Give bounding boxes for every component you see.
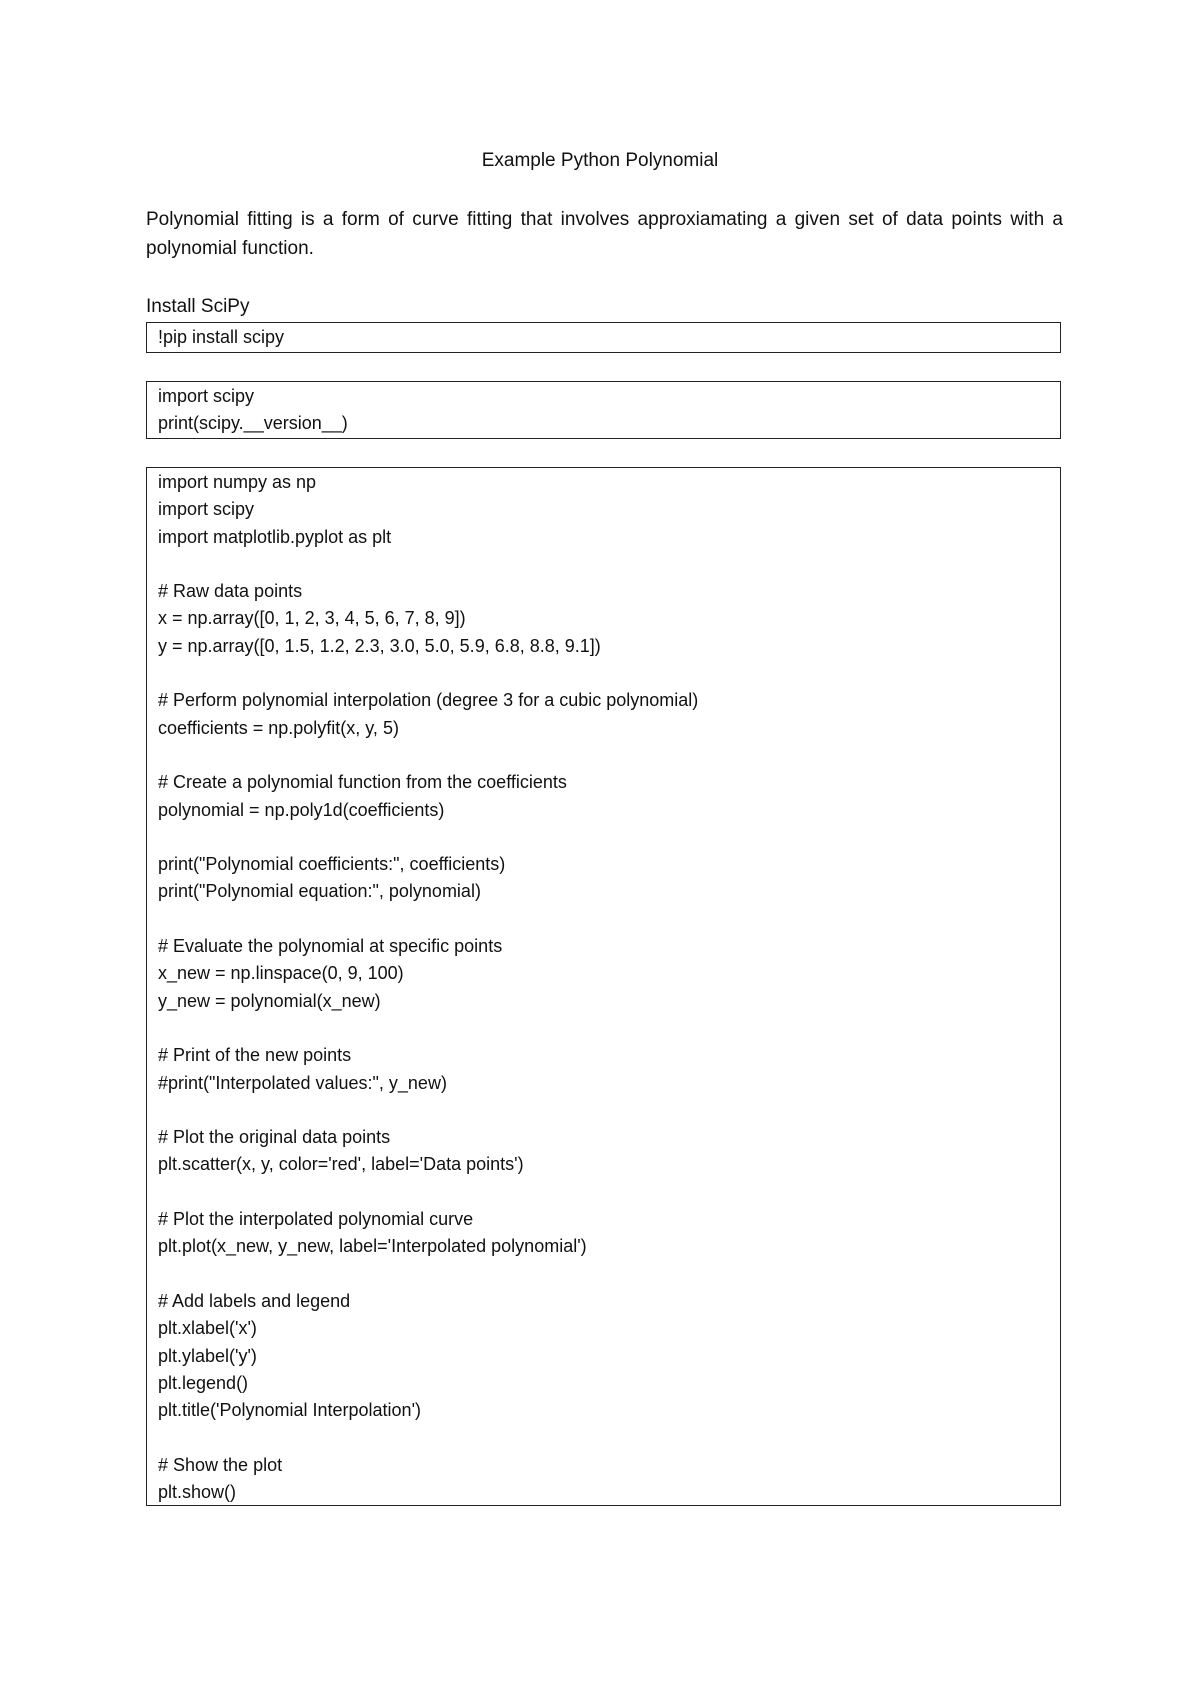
code-line: print("Polynomial equation:", polynomial) bbox=[158, 881, 481, 902]
code-line: import scipy bbox=[158, 499, 255, 520]
code-line: # Plot the interpolated polynomial curve bbox=[158, 1209, 474, 1230]
code-line bbox=[158, 660, 1052, 687]
code-line bbox=[158, 551, 1052, 578]
code-line: import numpy as np bbox=[158, 472, 317, 492]
code-line bbox=[158, 824, 1052, 851]
install-label: Install SciPy bbox=[146, 296, 250, 317]
code-line: x = np.array([0, 1, 2, 3, 4, 5, 6, 7, 8, 9]) bbox=[158, 608, 466, 629]
code-line: # Show the plot bbox=[158, 1454, 283, 1475]
code-line: # Plot the original data points bbox=[158, 1127, 391, 1148]
code-line: # Raw data points bbox=[158, 581, 303, 602]
code-line bbox=[158, 1261, 1052, 1288]
code-line: plt.scatter(x, y, color='red', label='Data points') bbox=[158, 1154, 524, 1175]
code-line: plt.plot(x_new, y_new, label='Interpolated polynomial') bbox=[158, 1236, 587, 1257]
code-line: !pip install scipy bbox=[158, 327, 285, 347]
code-line: plt.legend() bbox=[158, 1372, 249, 1393]
code-line: polynomial = np.poly1d(coefficients) bbox=[158, 799, 445, 820]
code-line bbox=[158, 1097, 1052, 1124]
code-line bbox=[158, 906, 1052, 933]
code-line bbox=[158, 742, 1052, 769]
code-line: print("Polynomial coefficients:", coefficients) bbox=[158, 854, 506, 875]
code-block-install bbox=[146, 322, 1061, 353]
code-line: # Evaluate the polynomial at specific points bbox=[158, 936, 503, 957]
code-line: coefficients = np.polyfit(x, y, 5) bbox=[158, 717, 399, 738]
code-line: plt.ylabel('y') bbox=[158, 1345, 257, 1366]
code-line: print(scipy.__version__) bbox=[158, 413, 348, 434]
code-line: plt.xlabel('x') bbox=[158, 1318, 257, 1339]
code-line: # Create a polynomial function from the coefficients bbox=[158, 772, 567, 793]
code-line: plt.title('Polynomial Interpolation') bbox=[158, 1400, 421, 1421]
code-line bbox=[158, 1015, 1052, 1042]
code-line: import matplotlib.pyplot as plt bbox=[158, 526, 392, 547]
code-line: y = np.array([0, 1.5, 1.2, 2.3, 3.0, 5.0, 5.9, 6.8, 8.8, 9.1]) bbox=[158, 635, 601, 656]
code-line bbox=[158, 1179, 1052, 1206]
code-line: x_new = np.linspace(0, 9, 100) bbox=[158, 963, 404, 984]
code-line: # Perform polynomial interpolation (degree 3 for a cubic polynomial) bbox=[158, 690, 699, 711]
code-line: import scipy bbox=[158, 386, 255, 406]
code-line: #print("Interpolated values:", y_new) bbox=[158, 1072, 447, 1093]
intro-paragraph: Polynomial fitting is a form of curve fitting that involves approxiamating a given set of data points with a polynomial function. bbox=[146, 209, 1063, 259]
code-line: y_new = polynomial(x_new) bbox=[158, 990, 381, 1011]
code-line bbox=[158, 1424, 1052, 1451]
code-line: # Print of the new points bbox=[158, 1045, 352, 1066]
code-line: plt.show() bbox=[158, 1481, 237, 1502]
code-block-version bbox=[146, 381, 1061, 439]
code-block-polyfit bbox=[146, 467, 1061, 1506]
code-line: # Add labels and legend bbox=[158, 1290, 351, 1311]
document-title: Example Python Polynomial bbox=[481, 150, 719, 171]
